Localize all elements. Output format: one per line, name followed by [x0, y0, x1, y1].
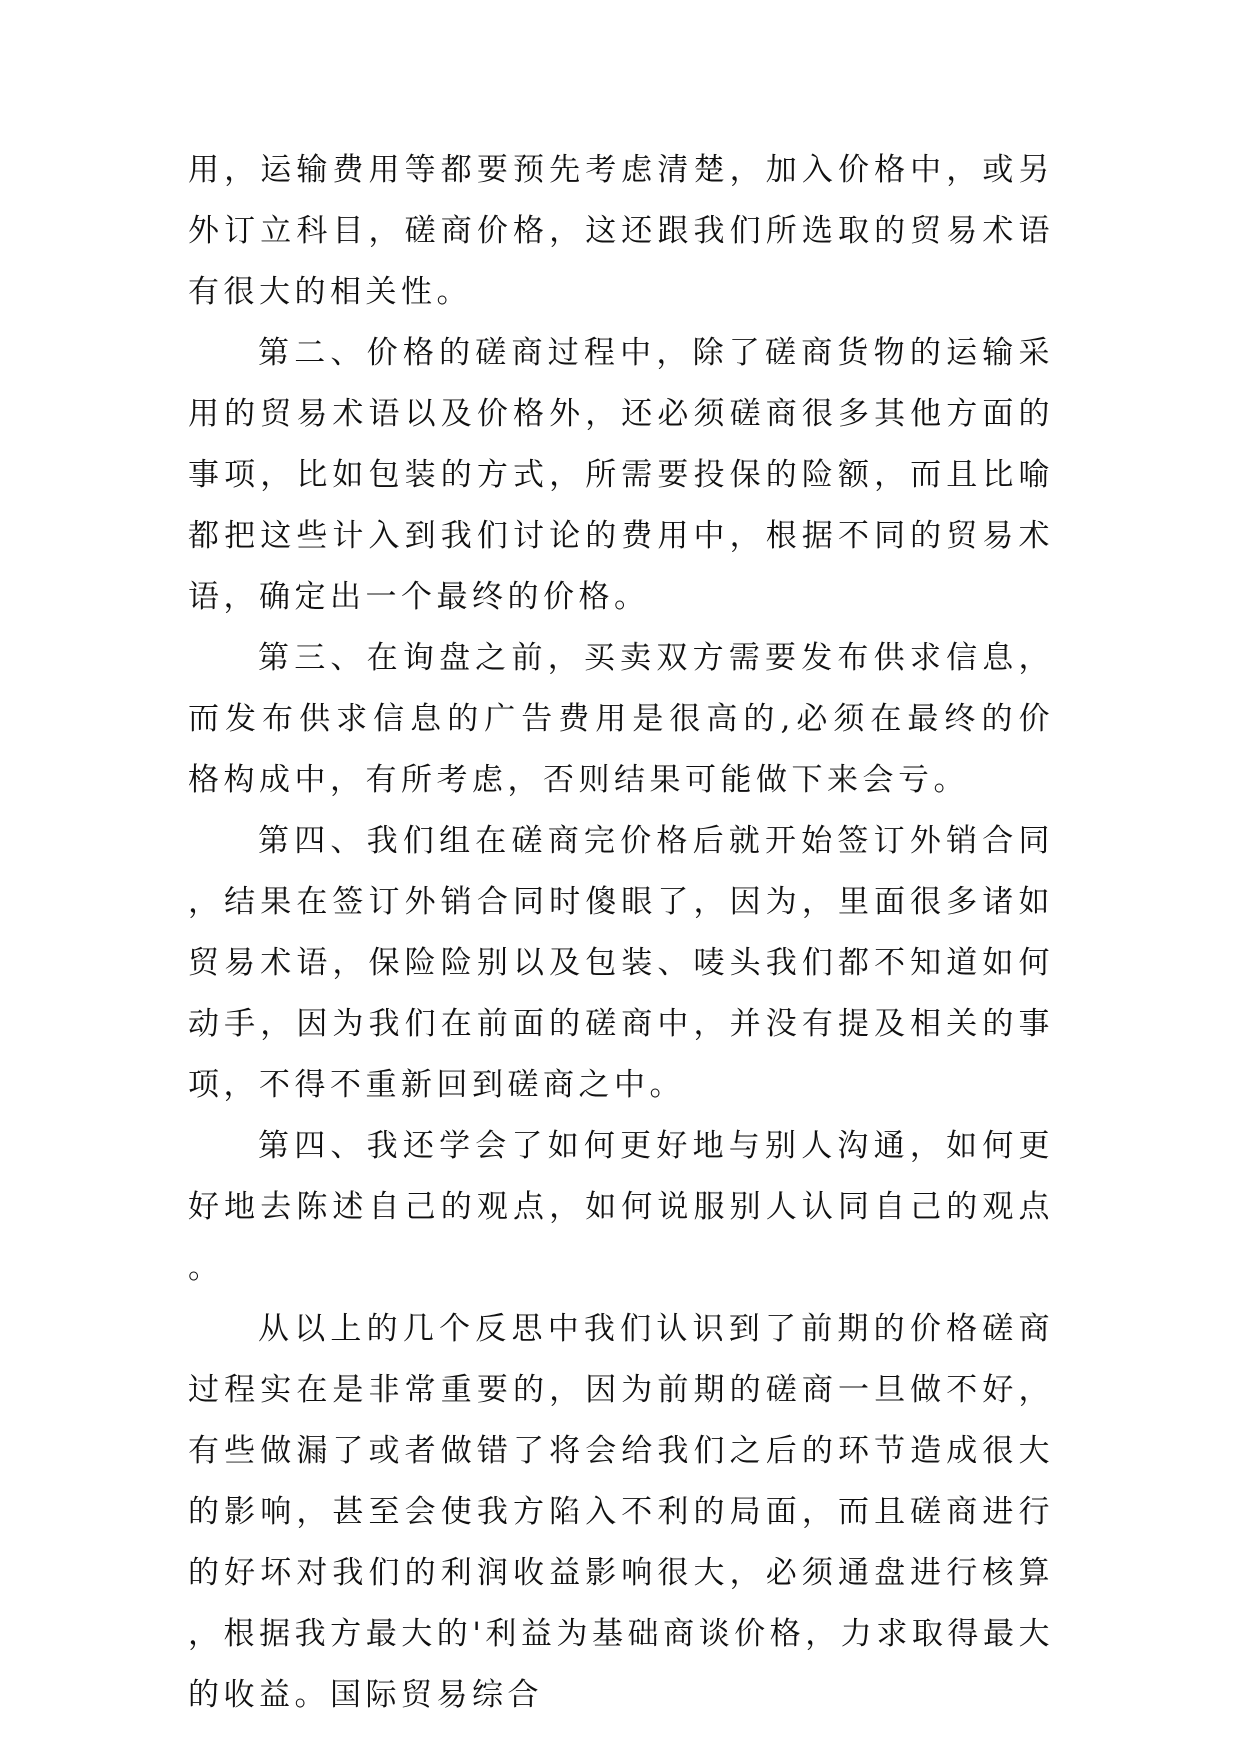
paragraph-conclusion: 从以上的几个反思中我们认识到了前期的价格磋商过程实在是非常重要的，因为前期的磋商一旦做不好，有些做漏了或者做错了将会给我们之后的环节造成很大的影响，甚至会使我方陷入不利的局面，而且磋商进行的好坏对我们的利润收益影响很大，必须通盘进行核算，根据我方最大的'利益为基础商谈价格，力求取得最大的收益。国际贸易综合	[188, 1311, 1054, 1713]
document-body	[188, 140, 1054, 1726]
paragraph-fourth-point-contract: 第四、我们组在磋商完价格后就开始签订外销合同，结果在签订外销合同时傻眼了，因为，里面很多诸如贸易术语，保险险别以及包装、唛头我们都不知道如何动手，因为我们在前面的磋商中，并没有提及相关的事项，不得不重新回到磋商之中。	[188, 823, 1054, 1103]
paragraph-fourth-point-communication: 第四、我还学会了如何更好地与别人沟通，如何更好地去陈述自己的观点，如何说服别人认同自己的观点。	[188, 1128, 1054, 1286]
paragraph-second-point: 第二、价格的磋商过程中，除了磋商货物的运输采用的贸易术语以及价格外，还必须磋商很多其他方面的事项，比如包装的方式，所需要投保的险额，而且比喻都把这些计入到我们讨论的费用中，根据不同的贸易术语，确定出一个最终的价格。	[188, 335, 1054, 615]
paragraph-third-point: 第三、在询盘之前，买卖双方需要发布供求信息，而发布供求信息的广告费用是很高的,必须在最终的价格构成中，有所考虑，否则结果可能做下来会亏。	[188, 640, 1054, 798]
paragraph-cost-items: 用，运输费用等都要预先考虑清楚，加入价格中，或另外订立科目，磋商价格，这还跟我们所选取的贸易术语有很大的相关性。	[188, 152, 1054, 310]
